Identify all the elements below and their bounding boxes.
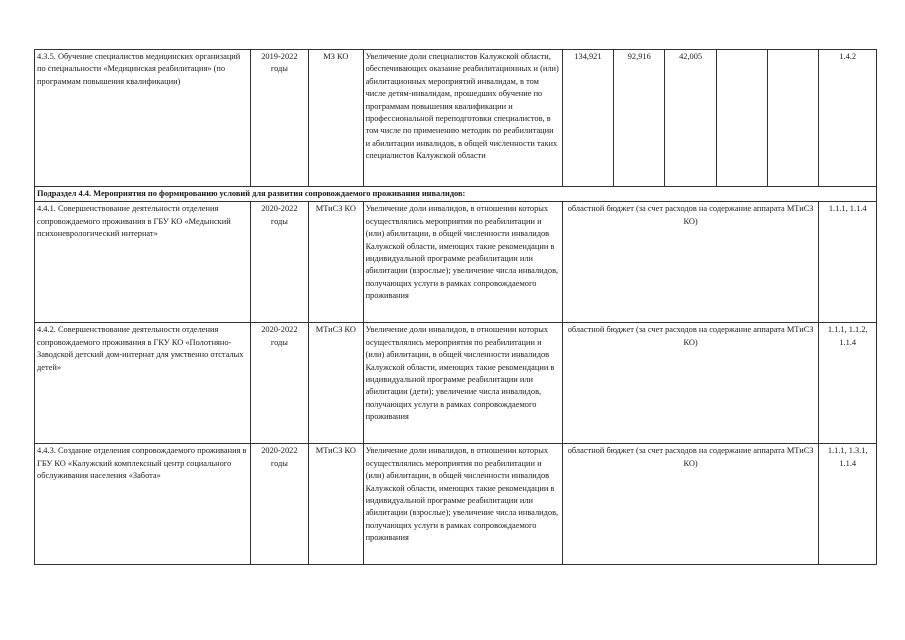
funding-year-1: 92,916 — [614, 50, 665, 187]
funding-year-2: 42,005 — [665, 50, 716, 187]
program-table — [34, 49, 877, 565]
funding-source: областной бюджет (за счет расходов на содержание аппарата МТиСЗ КО) — [562, 444, 819, 565]
section-title: Подраздел 4.4. Мероприятия по формированию условий для развития сопровождаемого проживания инвалидов: — [35, 187, 877, 202]
executor: МТиСЗ КО — [309, 202, 363, 323]
table-row — [35, 444, 877, 565]
funding-total: 134,921 — [562, 50, 613, 187]
period: 2019-2022 годы — [250, 50, 309, 187]
table-row — [35, 202, 877, 323]
funding-source: областной бюджет (за счет расходов на содержание аппарата МТиСЗ КО) — [562, 202, 819, 323]
indicator-link: 1.4.2 — [819, 50, 877, 187]
section-row — [35, 187, 877, 202]
measure-name: 4.4.3. Создание отделения сопровождаемого проживания в ГБУ КО «Калужский комплексный центр социального обслуживания населения «Забота» — [35, 444, 251, 565]
indicator: Увеличение доли специалистов Калужской области, обеспечивающих оказание реабилитационных и (или) абилитационных мероприятий инвалидам, в том числе детям-инвалидам, прошедших обучение по программам повышения квалификации и профессиональной переподготовки специалистов, в том числе по применению методик по реабилитации и абилитации инвалидов, в общей численности таких специалистов Калужской области — [363, 50, 562, 187]
indicator: Увеличение доли инвалидов, в отношении которых осуществлялись мероприятия по реабилитации и (или) абилитации, в общей численности инвалидов Калужской области, имеющих такие рекомендации в индивидуальной программе реабилитации или абилитации (взрослые); увеличение числа инвалидов, получающих услуги в рамках сопровождаемого проживания — [363, 444, 562, 565]
indicator: Увеличение доли инвалидов, в отношении которых осуществлялись мероприятия по реабилитации и (или) абилитации, в общей численности инвалидов Калужской области, имеющих такие рекомендации в индивидуальной программе реабилитации или абилитации (дети); увеличение числа инвалидов, получающих услуги в рамках сопровождаемого проживания — [363, 323, 562, 444]
measure-name: 4.3.5. Обучение специалистов медицинских организаций по специальности «Медицинская реабилитация» (по программам повышения квалификации) — [35, 50, 251, 187]
indicator-link: 1.1.1, 1.1.4 — [819, 202, 877, 323]
indicator-link: 1.1.1, 1.3.1, 1.1.4 — [819, 444, 877, 565]
executor: МЗ КО — [309, 50, 363, 187]
executor: МТиСЗ КО — [309, 323, 363, 444]
table-row — [35, 323, 877, 444]
period: 2020-2022 годы — [250, 444, 309, 565]
period: 2020-2022 годы — [250, 202, 309, 323]
measure-name: 4.4.2. Совершенствование деятельности отделения сопровождаемого проживания в ГКУ КО «Полотняно-Заводской детский дом-интернат для умственно отсталых детей» — [35, 323, 251, 444]
funding-year-3 — [716, 50, 767, 187]
funding-year-4 — [768, 50, 819, 187]
table-row — [35, 50, 877, 187]
funding-source: областной бюджет (за счет расходов на содержание аппарата МТиСЗ КО) — [562, 323, 819, 444]
executor: МТиСЗ КО — [309, 444, 363, 565]
measure-name: 4.4.1. Совершенствование деятельности отделения сопровождаемого проживания в ГБУ КО «Медынский психоневрологический интернат» — [35, 202, 251, 323]
indicator: Увеличение доли инвалидов, в отношении которых осуществлялись мероприятия по реабилитации и (или) абилитации, в общей численности инвалидов Калужской области, имеющих такие рекомендации в индивидуальной программе реабилитации или абилитации (взрослые); увеличение числа инвалидов, получающих услуги в рамках сопровождаемого проживания — [363, 202, 562, 323]
indicator-link: 1.1.1, 1.1.2, 1.1.4 — [819, 323, 877, 444]
period: 2020-2022 годы — [250, 323, 309, 444]
